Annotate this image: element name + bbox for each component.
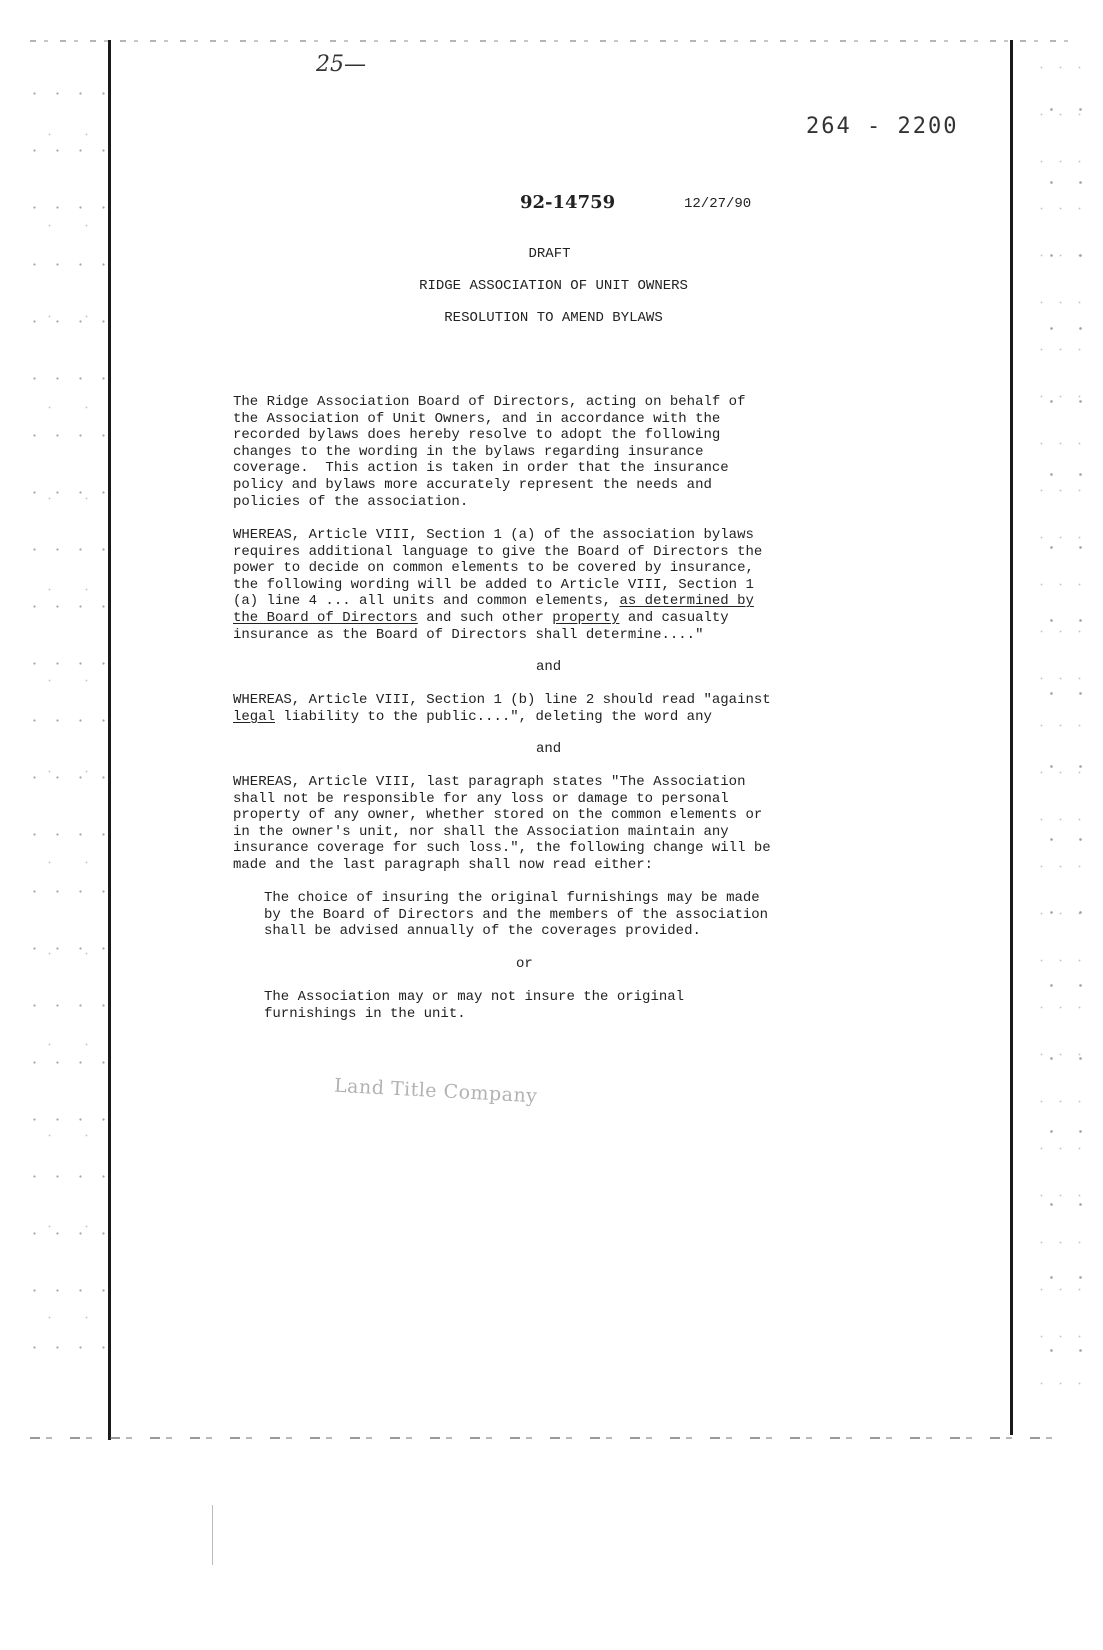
conjunction-or: or [516, 956, 533, 972]
whereas-1a-text-end: and casualty insurance as the Board of Directors shall determine...." [233, 609, 729, 643]
whereas-1a-underline-board: as determined by the Board of Directors [233, 593, 754, 626]
whereas-1a-text-mid: and such other [417, 609, 553, 626]
heading-association: RIDGE ASSOCIATION OF UNIT OWNERS [419, 278, 688, 294]
option-two: The Association may or may not insure the original furnishings in the unit. [264, 989, 685, 1022]
document-date: 12/27/90 [684, 196, 752, 212]
whereas-1a-text: WHEREAS, Article VIII, Section 1 (a) of the association bylaws requires additional language to give the Board of Directors the power to decide on common elements to be covered by insurance, the following wording will be added to Article VIII, Section 1 (a) line 4 ... all units and common elements, [233, 527, 763, 610]
conjunction-and-2: and [536, 741, 562, 757]
title-company-stamp: Land Title Company [333, 1074, 539, 1108]
whereas-1a-underline-property: property [552, 609, 620, 626]
heading-draft: DRAFT [528, 246, 571, 262]
handwritten-note: 25— [316, 52, 366, 77]
heading-resolution: RESOLUTION TO AMEND BYLAWS [444, 310, 663, 326]
scan-edge-top [30, 40, 1070, 42]
whereas-section-1b [233, 692, 913, 725]
scan-edge-bottom [30, 1437, 1070, 1439]
option-one: The choice of insuring the original furnishings may be made by the Board of Directors and the members of the association shall be advised annually of the coverages provided. [264, 890, 769, 940]
scan-mark-below [212, 1505, 213, 1565]
intro-paragraph: The Ridge Association Board of Directors, acting on behalf of the Association of Unit Owners, and in accordance with the recorded bylaws does hereby resolve to adopt the following changes to the wording in the bylaws regarding insurance coverage. This action is taken in order that the insurance policy and bylaws more accurately represent the needs and policies of the association. [233, 394, 746, 510]
conjunction-and-1: and [536, 659, 562, 675]
whereas-1b-text: WHEREAS, Article VIII, Section 1 (b) line 2 should read "against [233, 692, 771, 708]
book-page-number: 264 ‑ 2200 [806, 114, 959, 139]
whereas-1b-text-end: liability to the public....", deleting the word any [275, 708, 712, 725]
whereas-section-1a [233, 527, 913, 643]
whereas-last-paragraph: WHEREAS, Article VIII, last paragraph states "The Association shall not be responsible for any loss or damage to personal property of any owner, whether stored on the common elements or in the owner's unit, nor shall the Association maintain any insurance coverage for such loss.", the following change will be made and the last paragraph shall now read either: [233, 774, 771, 873]
document-number: 92-14759 [520, 192, 616, 213]
whereas-1b-underline-legal: legal [233, 708, 276, 725]
